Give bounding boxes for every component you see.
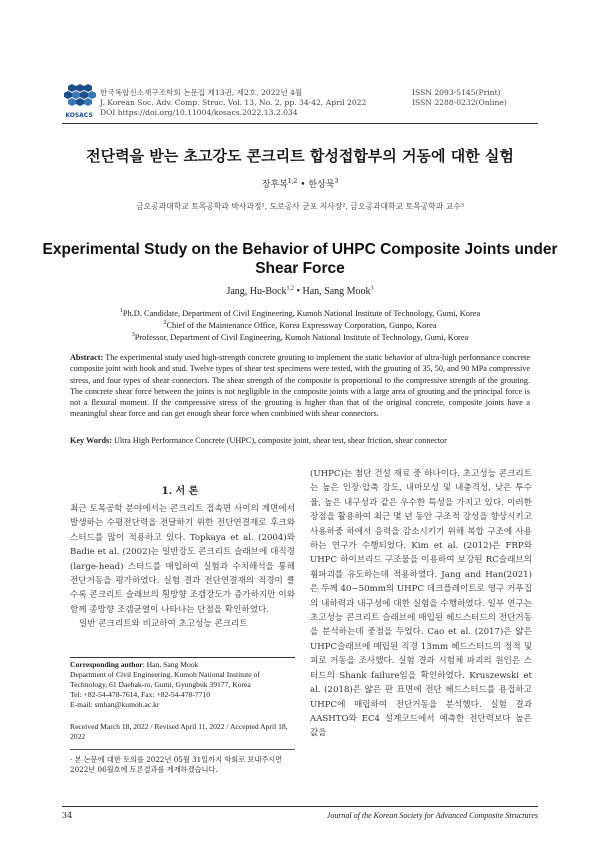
affiliation-en-2: $^2$Chief of the Maintenance Office, Korea Expressway Corporation, Gunpo, Korea	[163, 320, 437, 330]
journal-citation: J. Korean Soc. Adv. Comp. Struc. Vol. 13, No. 2, pp. 34-42, April 2022	[100, 98, 367, 107]
body-left-para-2: 일반 콘크리트와 비교하여 초고성능 콘크리트	[79, 619, 248, 630]
corresponding-rule	[70, 657, 295, 658]
issn-print: ISSN 2093-5145(Print)	[412, 88, 501, 97]
header-rule	[62, 123, 538, 124]
affiliation-en-3: $^3$Professor, Department of Civil Engineering, Kumoh National Institute of Technology, Gumi, Korea	[131, 332, 469, 342]
issn-online: ISSN 2288-0232(Online)	[412, 98, 507, 107]
section-title: 1. 서 론	[161, 486, 199, 497]
issn-block	[412, 88, 507, 108]
journal-header	[100, 88, 366, 118]
footer-journal: Journal of the Korean Society for Advanced Composite Structures	[326, 811, 538, 820]
kosacs-logo	[62, 84, 96, 119]
body-right-column	[310, 467, 532, 741]
authors-ko: 장후복$^{1,2}$ • 한상묵$^3$	[261, 178, 339, 190]
body-left-column	[70, 502, 295, 632]
keywords: Key Words: Ultra High Performance Concrete (UHPC), composite joint, shear test, shear friction, shear connector	[70, 436, 447, 445]
page-number: 34	[62, 811, 73, 820]
doi: DOI https://doi.org/10.11004/kosacs.2022.13.2.034	[100, 108, 298, 117]
title-en: Experimental Study on the Behavior of UHPC Composite Joints under Shear Force	[42, 241, 558, 277]
authors-en: Jang, Hu-Bock$^{1,2}$ • Han, Sang Mook$^3$	[226, 285, 374, 297]
logo-text: KOSACS	[65, 112, 93, 119]
hexagon-lattice-icon	[62, 84, 96, 108]
affiliation-en	[0, 308, 600, 344]
body-left-para-1: 최근 토목공학 분야에서는 콘크리트 접속면 사이의 계면에서 발생하는 수평전단력을 전달하기 위한 전단연결재로 후크와 스터드를 많이 적용하고 있다. Topkaya et al. (2004)와 Badie et al. (2002)는 일반강도 콘크리트 슬래브에 대직경(large-head) 스터드를 매입하여 실험과 수치해석을 통해 전단거동을 평가하였다. 실험 결과 전단연결재의 직경이 클수록 콘크리트 슬래브의 횡방향 조갬강도가 증가하지만 이와 함께 종방향 조갬균열이 나타나는 단점을 확인하였다.	[70, 504, 295, 615]
discussion-note: · 본 논문에 대한 토의를 2022년 05월 31일까지 학회로 보내주시면 2022년 06월호에 토론결과를 게재하겠습니다.	[70, 749, 295, 775]
received-dates: Received March 18, 2022 / Revised April 11, 2022 / Accepted April 18, 2022	[70, 722, 288, 741]
title-ko: 전단력을 받는 초고강도 콘크리트 합성접합부의 거동에 대한 실험	[86, 147, 514, 165]
corresponding-author: Corresponding author: Han, Sang Mook Department of Civil Engineering, Kumoh National Institute of Technology, 61 Daehak-ro, Gumi, Gyungbuk 39177, Korea Tel: +82-54-478-7614, Fax: +82-54-478-7710 E-mail: smhan@kumoh.ac.kr Received March 18, 2022 / Revised April 11, 2022 / Accepted April 18, 2022 · 본 논문에 대한 토의를 2022년 05월 31일까지 학회로 보내주시면 2022년 06월호에 토론결과를 게재하겠습니다.	[70, 660, 295, 775]
abstract: Abstract: The experimental study used high-strength concrete grouting to implement the static behavior of ultra-high performance concrete composite joint with hook and stud. Twelve types of shear test specimens were tested, with the grouting of 35, 50, and 90 MPa compressive stress, and four types of shear connectors. The shear strength of the composite is proportional to the compressive strength of the grouting. The concrete shear force between the joints is not negligible in the composite joints with a large area of grouting and the principal force is not a flexural moment. If the compressive stress of the grouting is higher than that of the original concrete, composite joints have a meaningful shear force and can get enough shear force when combined with shear connectors.	[70, 353, 530, 419]
footer-rule	[62, 806, 538, 807]
body-right-para-1: (UHPC)는 첨단 건설 재료 중 하나이다. 초고성능 콘크리트는 높은 인장·압축 강도, 내마모성 및 내충격성, 낮은 투수율, 높은 내구성과 같은 우수한 특성을 가지고 있다. 이러한 장점을 활용하여 최근 몇 년 동안 구조적 강성을 향상시키고 사용하중 하에서 응력을 감소시키기 위해 복합 구조에 사용하는 연구가 수행되었다. Kim et al. (2012)은 FRP와 UHPC 하이브리드 구조물을 이용하여 보강된 RC슬래브의 휨파괴를 유도하는데 적용하였다. Jang and Han(2021)은 두께 40~50mm의 UHPC 데크플레이트로 영구 거푸집의 내하력과 내구성에 대한 실험을 수행하였다. 일부 연구는 초고성능 콘크리트 슬래브에 매입된 헤드스터드의 전단거동을 분석하는데 중점을 두었다. Cao et al. (2017)은 얇은 UHPC슬래브에 매립된 직경 13mm 헤드스터드의 정적 및 피로 거동을 조사했다. 실험 결과 시험체 파괴의 원인은 스터드의 Shank failure임을 확인하였다. Kruszewski et al. (2018)은 얇은 판 표면에 전단 헤드스터드를 용접하고 UHPC에 매립하여 전단거동을 분석했다. 실험 결과 AASHTO와 EC4 설계코드에서 예측한 전단력보다 높은 값을	[310, 469, 532, 739]
affiliation-ko: 금오공과대학교 토목공학과 박사과정¹, 도로공사 군포 지사장², 금오공과대학교 토목공학과 교수³	[136, 202, 464, 211]
journal-name-ko: 한국복합신소재구조학회 논문집 제13권, 제2호, 2022년 4월	[100, 88, 303, 97]
affiliation-en-1: $^1$Ph.D. Candidate, Department of Civil Engineering, Kumoh National Institute of Technology, Gumi, Korea	[119, 308, 481, 318]
